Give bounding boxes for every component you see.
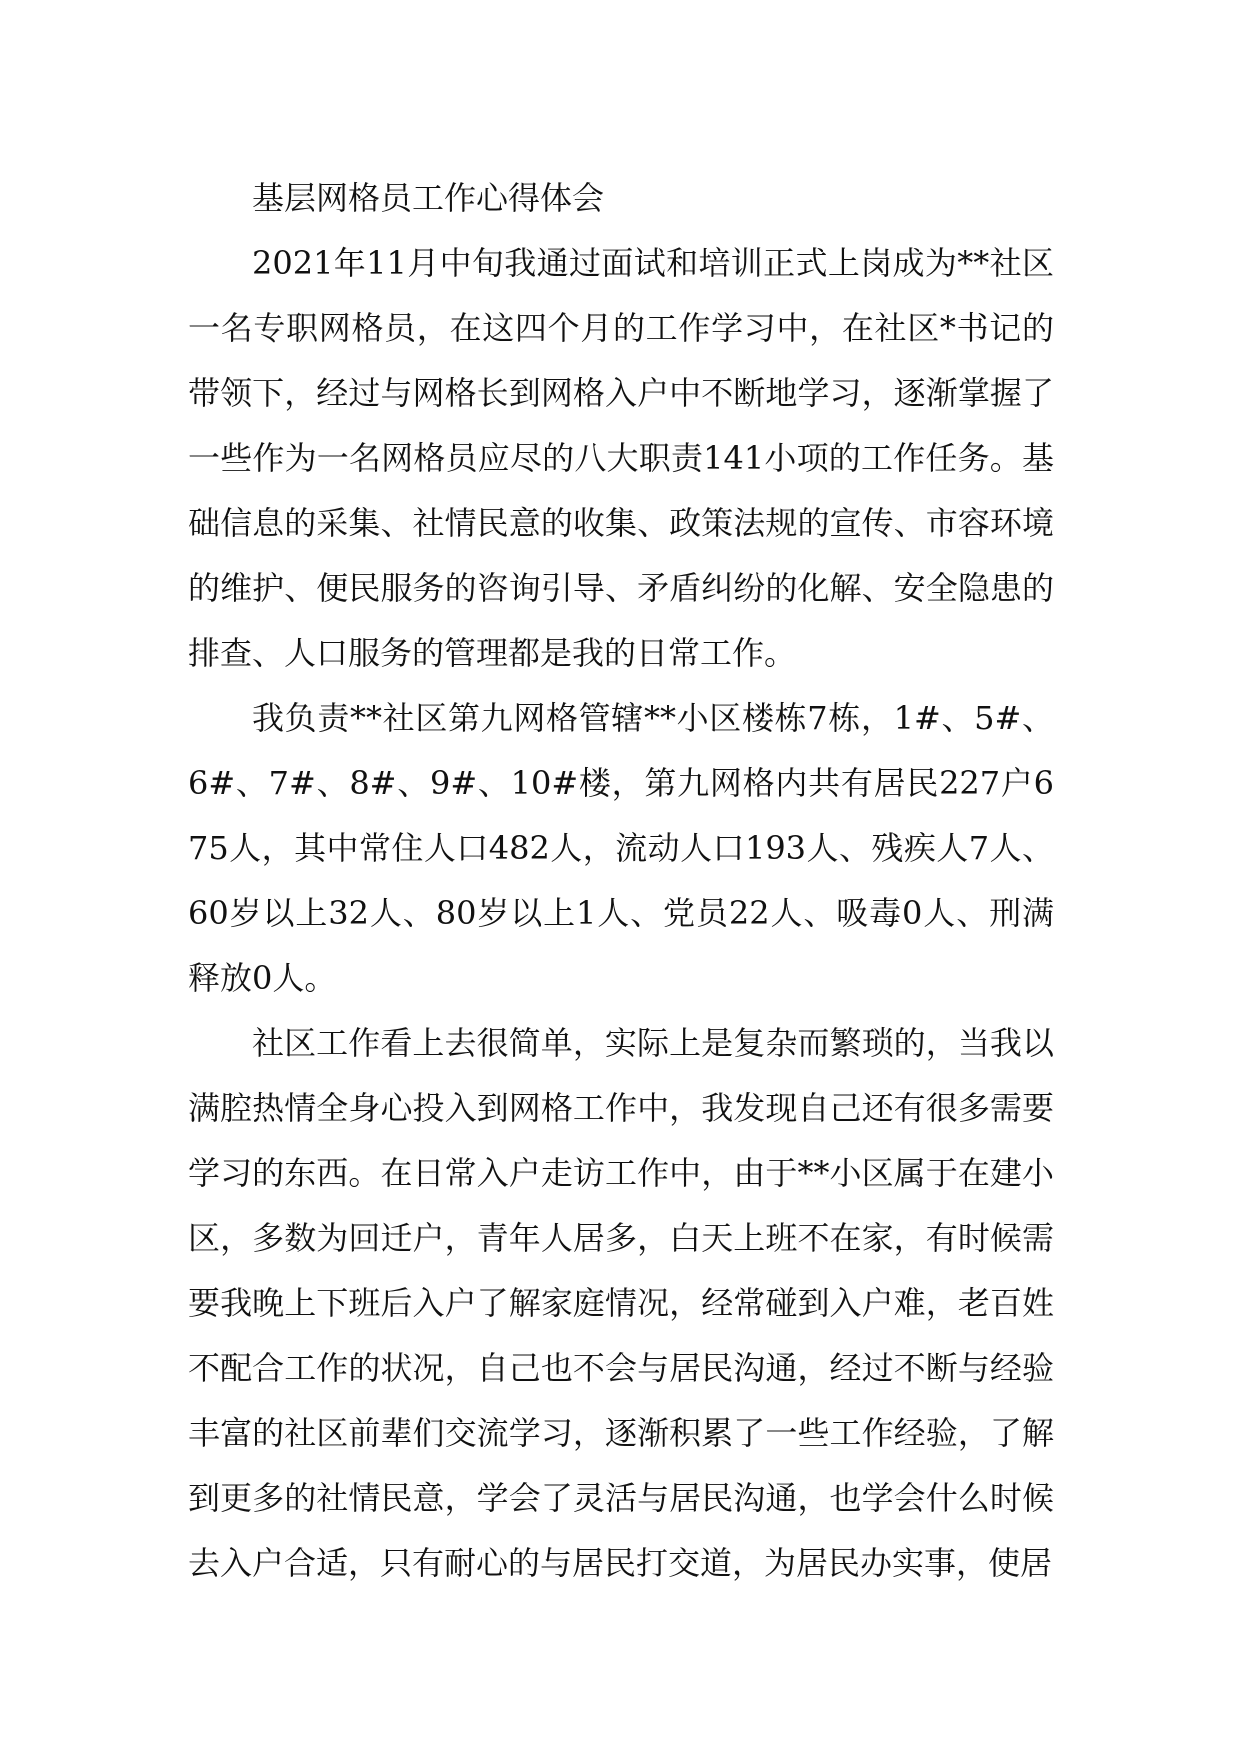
paragraph-intro: 2021年11月中旬我通过面试和培训正式上岗成为**社区一名专职网格员，在这四个月的工作学习中，在社区*书记的带领下，经过与网格长到网格入户中不断地学习，逐渐掌握了一些作为一名网格员应尽的八大职责141小项的工作任务。基础信息的采集、社情民意的收集、政策法规的宣传、市容环境的维护、便民服务的咨询引导、矛盾纠纷的化解、安全隐患的排查、人口服务的管理都是我的日常工作。: [188, 244, 1054, 672]
document-title: 基层网格员工作心得体会: [252, 179, 605, 217]
paragraph-grid-statistics: 我负责**社区第九网格管辖**小区楼栋7栋，1#、5#、6#、7#、8#、9#、10#楼，第九网格内共有居民227户675人，其中常住人口482人，流动人口193人、残疾人7人、60岁以上32人、80岁以上1人、党员22人、吸毒0人、刑满释放0人。: [188, 699, 1054, 997]
document-body: [188, 166, 1054, 1596]
paragraph-work-experience: 社区工作看上去很简单，实际上是复杂而繁琐的，当我以满腔热情全身心投入到网格工作中，我发现自己还有很多需要学习的东西。在日常入户走访工作中，由于**小区属于在建小区，多数为回迁户，青年人居多，白天上班不在家，有时候需要我晚上下班后入户了解家庭情况，经常碰到入户难，老百姓不配合工作的状况，自己也不会与居民沟通，经过不断与经验丰富的社区前辈们交流学习，逐渐积累了一些工作经验，了解到更多的社情民意，学会了灵活与居民沟通，也学会什么时候去入户合适，只有耐心的与居民打交道，为居民办实事，使居: [188, 1024, 1054, 1582]
